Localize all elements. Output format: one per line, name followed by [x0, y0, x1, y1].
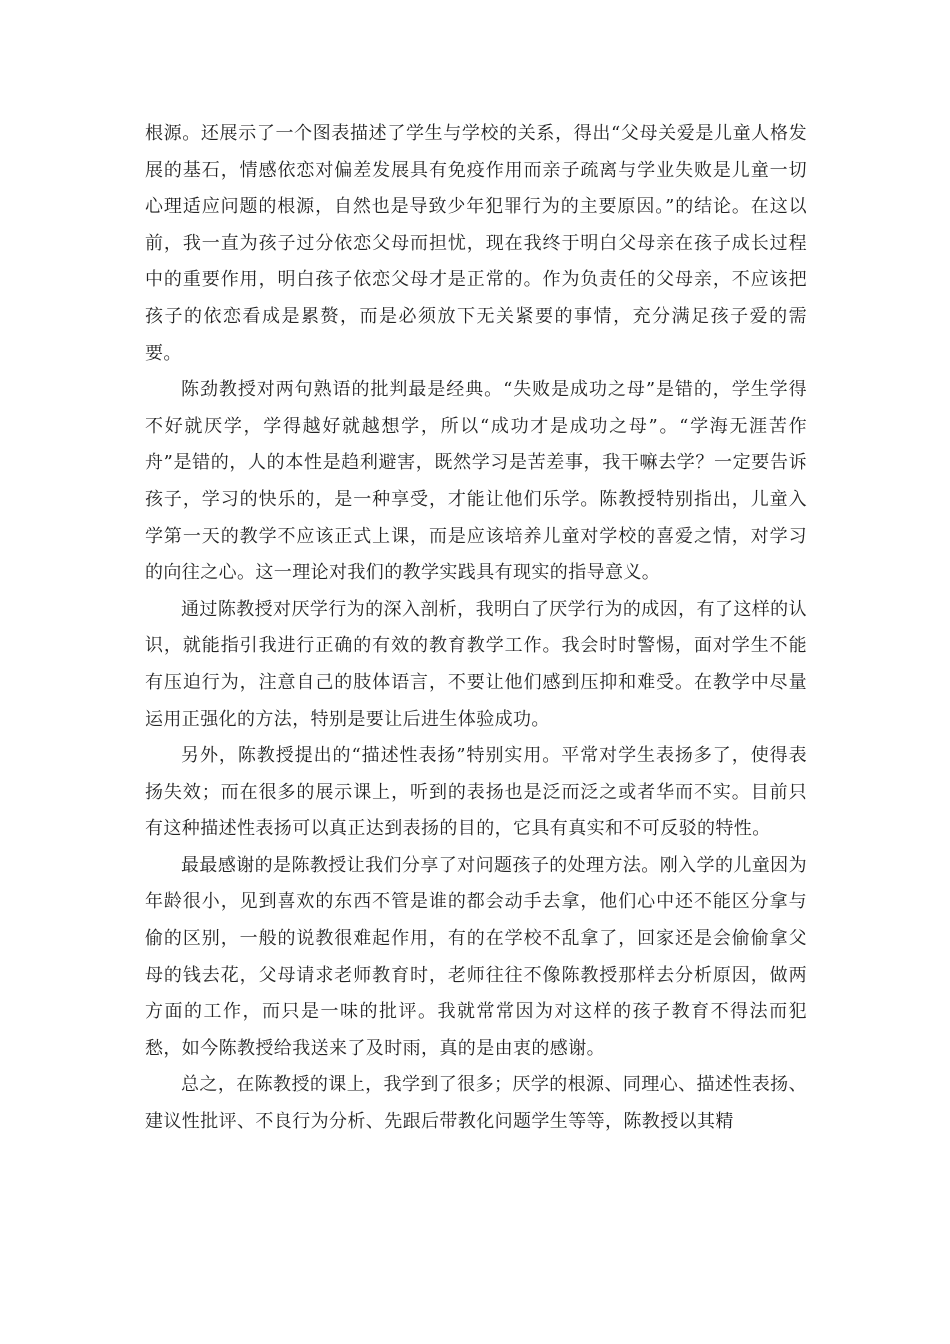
paragraph-1: 根源。还展示了一个图表描述了学生与学校的关系，得出“父母关爱是儿童人格发展的基石，情感依恋对偏差发展具有免疫作用而亲子疏离与学业失败是儿童一切心理适应问题的根源，自然也是导致少年犯罪行为的主要原因。”的结论。在这以前，我一直为孩子过分依恋父母而担忧，现在我终于明白父母亲在孩子成长过程中的重要作用，明白孩子依恋父母才是正常的。作为负责任的父母亲，不应该把孩子的依恋看成是累赘，而是必须放下无关紧要的事情，充分满足孩子爱的需要。: [145, 123, 807, 364]
paragraph-6: 总之，在陈教授的课上，我学到了很多；厌学的根源、同理心、描述性表扬、建议性批评、不良行为分析、先跟后带教化问题学生等等，陈教授以其精: [145, 1074, 807, 1133]
paragraph-3: 通过陈教授对厌学行为的深入剖析，我明白了厌学行为的成因，有了这样的认识，就能指引我进行正确的有效的教育教学工作。我会时时警惕，面对学生不能有压迫行为，注意自己的肢体语言，不要让他们感到压抑和难受。在教学中尽量运用正强化的方法，特别是要让后进生体验成功。: [145, 598, 807, 730]
document-body: [145, 116, 807, 1141]
paragraph-2: 陈劲教授对两句熟语的批判最是经典。“失败是成功之母”是错的，学生学得不好就厌学，学得越好就越想学，所以“成功才是成功之母”。“学海无涯苦作舟”是错的，人的本性是趋利避害，既然学习是苦差事，我干嘛去学？一定要告诉孩子，学习的快乐的，是一种享受，才能让他们乐学。陈教授特别指出，儿童入学第一天的教学不应该正式上课，而是应该培养儿童对学校的喜爱之情，对学习的向往之心。这一理论对我们的教学实践具有现实的指导意义。: [145, 379, 807, 584]
paragraph-4: 另外，陈教授提出的“描述性表扬”特别实用。平常对学生表扬多了，使得表扬失效；而在很多的展示课上，听到的表扬也是泛而泛之或者华而不实。目前只有这种描述性表扬可以真正达到表扬的目的，它具有真实和不可反驳的特性。: [145, 745, 807, 840]
paragraph-5: 最最感谢的是陈教授让我们分享了对问题孩子的处理方法。刚入学的儿童因为年龄很小，见到喜欢的东西不管是谁的都会动手去拿，他们心中还不能区分拿与偷的区别，一般的说教很难起作用，有的在学校不乱拿了，回家还是会偷偷拿父母的钱去花，父母请求老师教育时，老师往往不像陈教授那样去分析原因，做两方面的工作，而只是一味的批评。我就常常因为对这样的孩子教育不得法而犯愁，如今陈教授给我送来了及时雨，真的是由衷的感谢。: [145, 854, 807, 1059]
